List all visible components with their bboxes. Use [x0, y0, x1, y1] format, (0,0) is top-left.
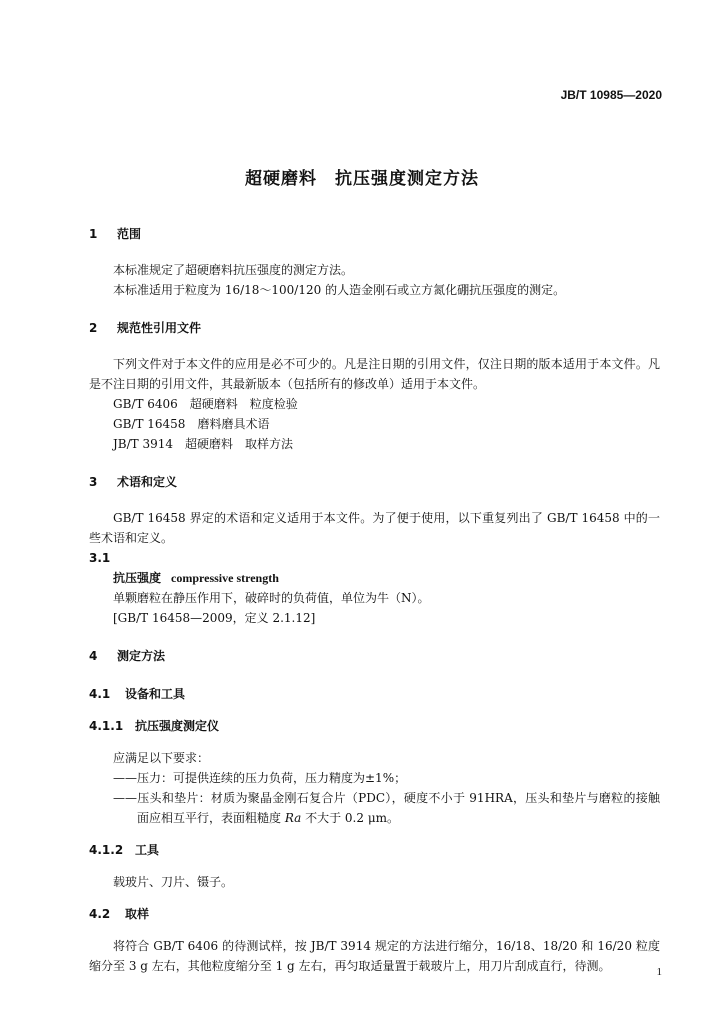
- requirements-intro: 应满足以下要求：: [113, 751, 210, 765]
- section-1-paragraph-1: 本标准规定了超硬磨料抗压强度的测定方法。: [113, 263, 354, 277]
- section-2-paragraph: 下列文件对于本文件的应用是必不可少的。凡是注日期的引用文件，仅注日期的版本适用于本文件。凡是不注日期的引用文件，其最新版本（包括所有的修改单）适用于本文件。: [89, 357, 660, 391]
- standard-code: JB/T 10985—2020: [560, 88, 662, 102]
- section-4-1-2-heading: 4.1.2 工具: [89, 843, 160, 857]
- reference-item: JB/T 3914 超硬磨料 取样方法: [113, 437, 294, 451]
- term-number: 3.1: [89, 551, 111, 565]
- section-1-paragraph-2: 本标准适用于粒度为 16/18～100/120 的人造金刚石或立方氮化硼抗压强度的测定。: [113, 283, 566, 297]
- document-title: 超硬磨料 抗压强度测定方法: [245, 169, 479, 189]
- reference-item: GB/T 16458 磨料磨具术语: [113, 417, 270, 431]
- section-2-heading: 2 规范性引用文件: [89, 321, 202, 335]
- sampling-paragraph: 将符合 GB/T 6406 的待测试样，按 JB/T 3914 规定的方法进行缩分，16/18、18/20 和 16/20 粒度缩分至 3 g 左右，其他粒度缩分至 1 g 左右，再匀取适量置于载玻片上，用刀片刮成直行，待测。: [89, 939, 660, 973]
- requirement-item-pressure: ——压力：可提供连续的压力负荷，压力精度为±1%；: [113, 771, 407, 785]
- term-entry: [89, 568, 660, 588]
- section-4-heading: 4 测定方法: [89, 649, 166, 663]
- section-4-2-heading: 4.2 取样: [89, 907, 150, 921]
- section-1-heading: 1 范围: [89, 227, 142, 241]
- requirement-item-indenter: ——压头和垫片：材质为聚晶金刚石复合片（PDC），硬度不小于 91HRA，压头和垫片与磨粒的接触面应相互平行，表面粗糙度 Ra 不大于 0.2 μm。: [113, 791, 660, 825]
- term-english: compressive strength: [171, 571, 279, 585]
- page-number: 1: [656, 966, 662, 978]
- roughness-symbol: Ra: [284, 811, 302, 825]
- document-body: [89, 224, 660, 976]
- section-4-1-1-heading: 4.1.1 抗压强度测定仪: [89, 719, 220, 733]
- term-source: [GB/T 16458—2009，定义 2.1.12]: [113, 611, 316, 625]
- section-4-1-heading: 4.1 设备和工具: [89, 687, 186, 701]
- tools-list: 载玻片、刀片、镊子。: [113, 875, 234, 889]
- reference-item: GB/T 6406 超硬磨料 粒度检验: [113, 397, 298, 411]
- term-chinese: 抗压强度: [113, 571, 162, 585]
- term-definition: 单颗磨粒在静压作用下，破碎时的负荷值，单位为牛（N）。: [113, 591, 430, 605]
- section-3-heading: 3 术语和定义: [89, 475, 178, 489]
- section-3-paragraph: GB/T 16458 界定的术语和定义适用于本文件。为了便于使用，以下重复列出了 GB/T 16458 中的一些术语和定义。: [89, 511, 660, 545]
